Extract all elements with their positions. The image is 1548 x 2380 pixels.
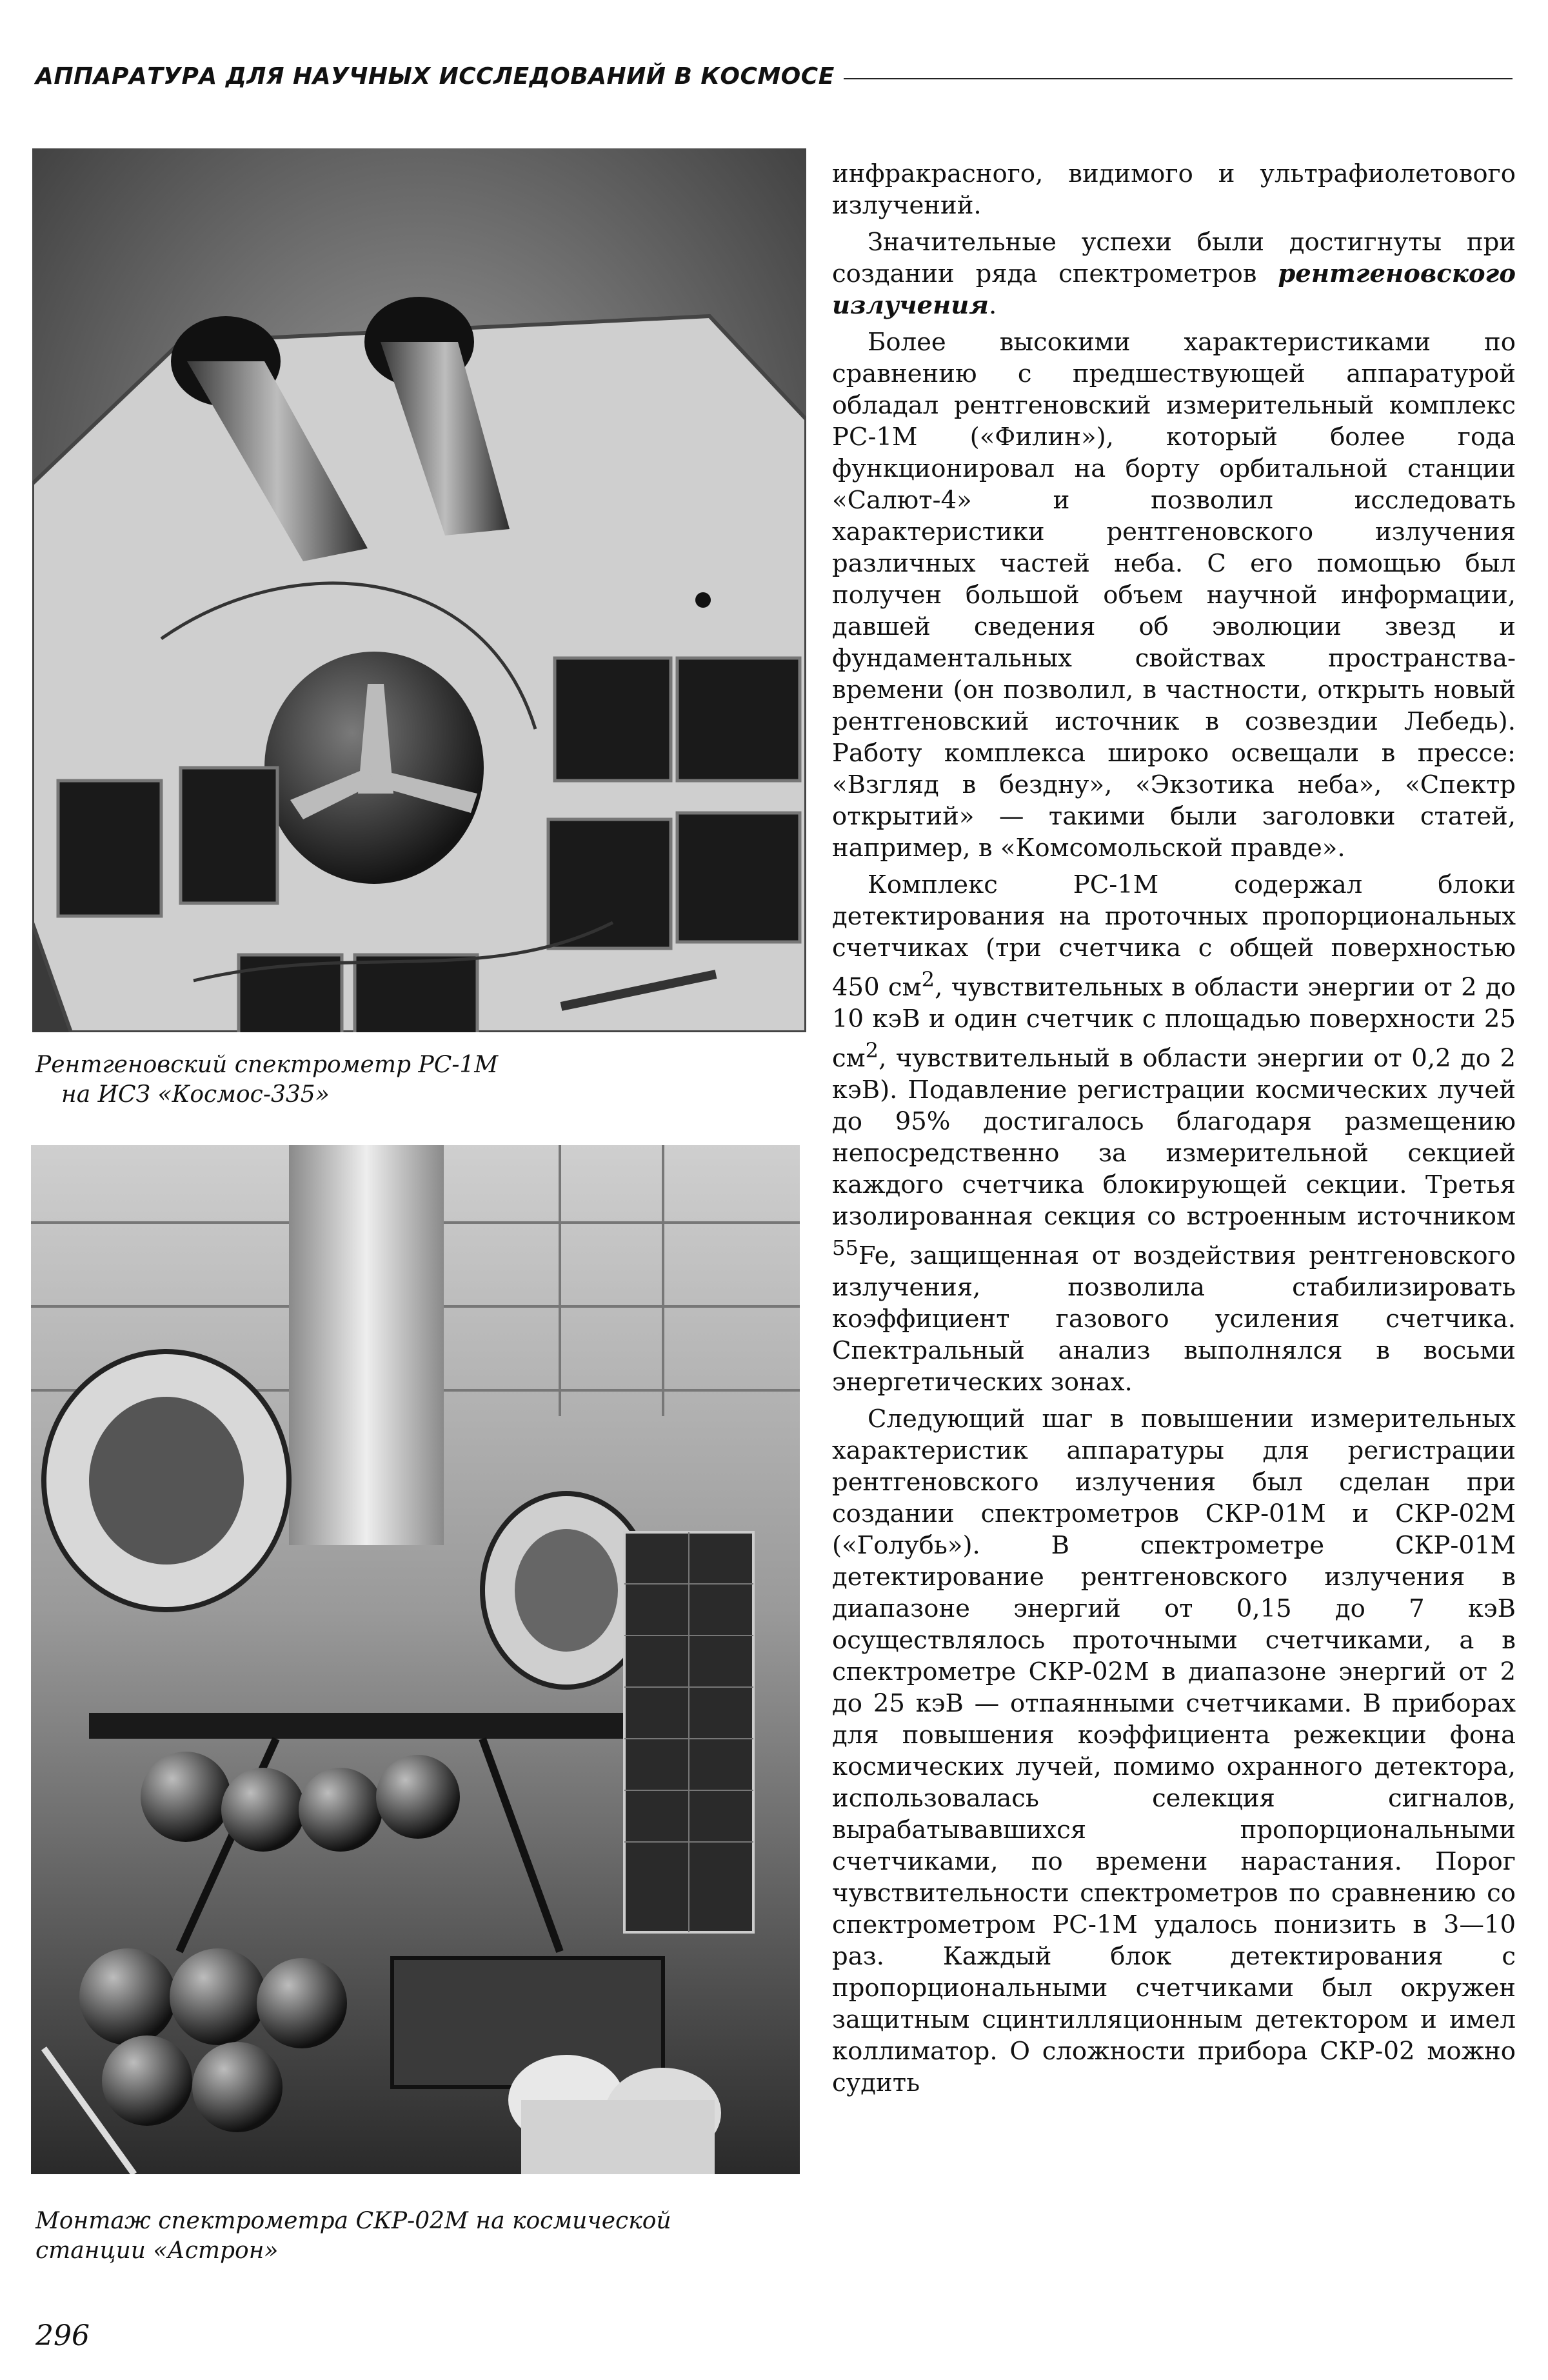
photo-rs-1m-spectrometer	[32, 148, 806, 1032]
running-header	[35, 57, 1513, 95]
paragraph-3: Более высокими характеристиками по сравнению с предшествующей аппаратурой обладал рентгеновский измерительный комплекс РС-1М («Филин»), который более года функционировал на борту орбитальной станции «Салют-4» и позволил исследовать характеристики рентгеновского излучения различных частей неба. С его помощью был получен большой объем научной информации, давшей сведения об эволюции звезд и фундаментальных свойствах пространства-времени (он позволил, в частности, открыть новый рентгеновский источник в созвездии Лебедь). Работу комплекса широко освещали в прессе: «Взгляд в бездну», «Экзотика неба», «Спектр открытий» — такими были заголовки статей, например, в «Комсомольской правде».	[832, 328, 1516, 863]
section-title: АППАРАТУРА ДЛЯ НАУЧНЫХ ИССЛЕДОВАНИЙ В КОСМОСЕ	[35, 63, 835, 90]
paragraph-1: инфракрасного, видимого и ультрафиолетового излучений.	[832, 159, 1516, 220]
superscript-area-1: 2	[921, 967, 935, 992]
page-number: 296	[35, 2319, 90, 2352]
header-rule	[844, 78, 1513, 79]
paragraph-4-part-d: Fe, защищенная от воздействия рентгеновского излучения, позволила стабилизировать коэффициент газового усиления счетчика. Спектральный анализ выполнялся в восьми энергетических зонах.	[832, 1241, 1516, 1397]
paragraph-4-part-c: , чувствительный в области энергии от 0,2 до 2 кэВ). Подавление регистрации космических лучей до 95% достигалось благодаря размещению непосредственно за измерительной секцией каждого счетчика блокирующей секции. Третья изолированная секция со встроенным источником	[832, 1043, 1516, 1231]
photo-skr-02m-illustration	[31, 1145, 800, 2174]
text-column	[832, 158, 1516, 2274]
figure-1-caption-line-1: Рентгеновский спектрометр РС-1М	[35, 1052, 499, 1078]
photo-skr-02m-assembly	[31, 1145, 800, 2174]
paragraph-2-text: Значительные успехи были достигнуты при создании ряда спектрометров	[832, 228, 1516, 288]
photo-rs-1m-illustration	[32, 148, 806, 1032]
superscript-isotope: 55	[832, 1235, 858, 1260]
figure-2-caption-line-1: Монтаж спектрометра СКР-02М на космической	[35, 2208, 671, 2234]
superscript-area-2: 2	[865, 1037, 879, 1063]
figure-2-caption	[35, 2206, 797, 2266]
paragraph-2	[832, 226, 1516, 321]
paragraph-2-emphasis: рентгеновского излучения	[832, 259, 1516, 320]
paragraph-5: Следующий шаг в повышении измерительных характеристик аппаратуры для регистрации рентгеновского излучения был сделан при создании спектрометров СКР-01М и СКР-02М («Голубь»). В спектрометре СКР-01М детектирование рентгеновского излучения в диапазоне энергий от 0,15 до 7 кэВ осуществлялось проточными счетчиками, а в спектрометре СКР-02М в диапазоне энергий от 2 до 25 кэВ — отпаянными счетчиками. В приборах для повышения коэффициента режекции фона космических лучей, помимо охранного детектора, использовалась селекция сигналов, вырабатывавшихся пропорциональными счетчиками, по времени нарастания. Порог чувствительности спектрометров по сравнению со спектрометром РС-1М удалось понизить в 3—10 раз. Каждый блок детектирования с пропорциональными счетчиками был окружен защитным сцинтилляционным детектором и имел коллиматор. О сложности прибора СКР-02 можно судить	[832, 1404, 1516, 2097]
figure-1-caption-line-2: на ИСЗ «Космос-335»	[61, 1081, 330, 1108]
figure-1-caption	[35, 1050, 797, 1110]
paragraph-4-part-a: Комплекс РС-1М содержал блоки детектирования на проточных пропорциональных счетчиках (три счетчика с общей поверхностью 450 см	[832, 870, 1516, 1002]
paragraph-4-part-b: , чувствительных в области энергии от 2 до 10 кэВ и один счетчик с площадью поверхности 25 см	[832, 972, 1516, 1073]
paragraph-4	[832, 869, 1516, 1398]
paragraph-2-end: .	[988, 291, 997, 320]
figure-2-caption-line-2: станции «Астрон»	[35, 2237, 279, 2264]
